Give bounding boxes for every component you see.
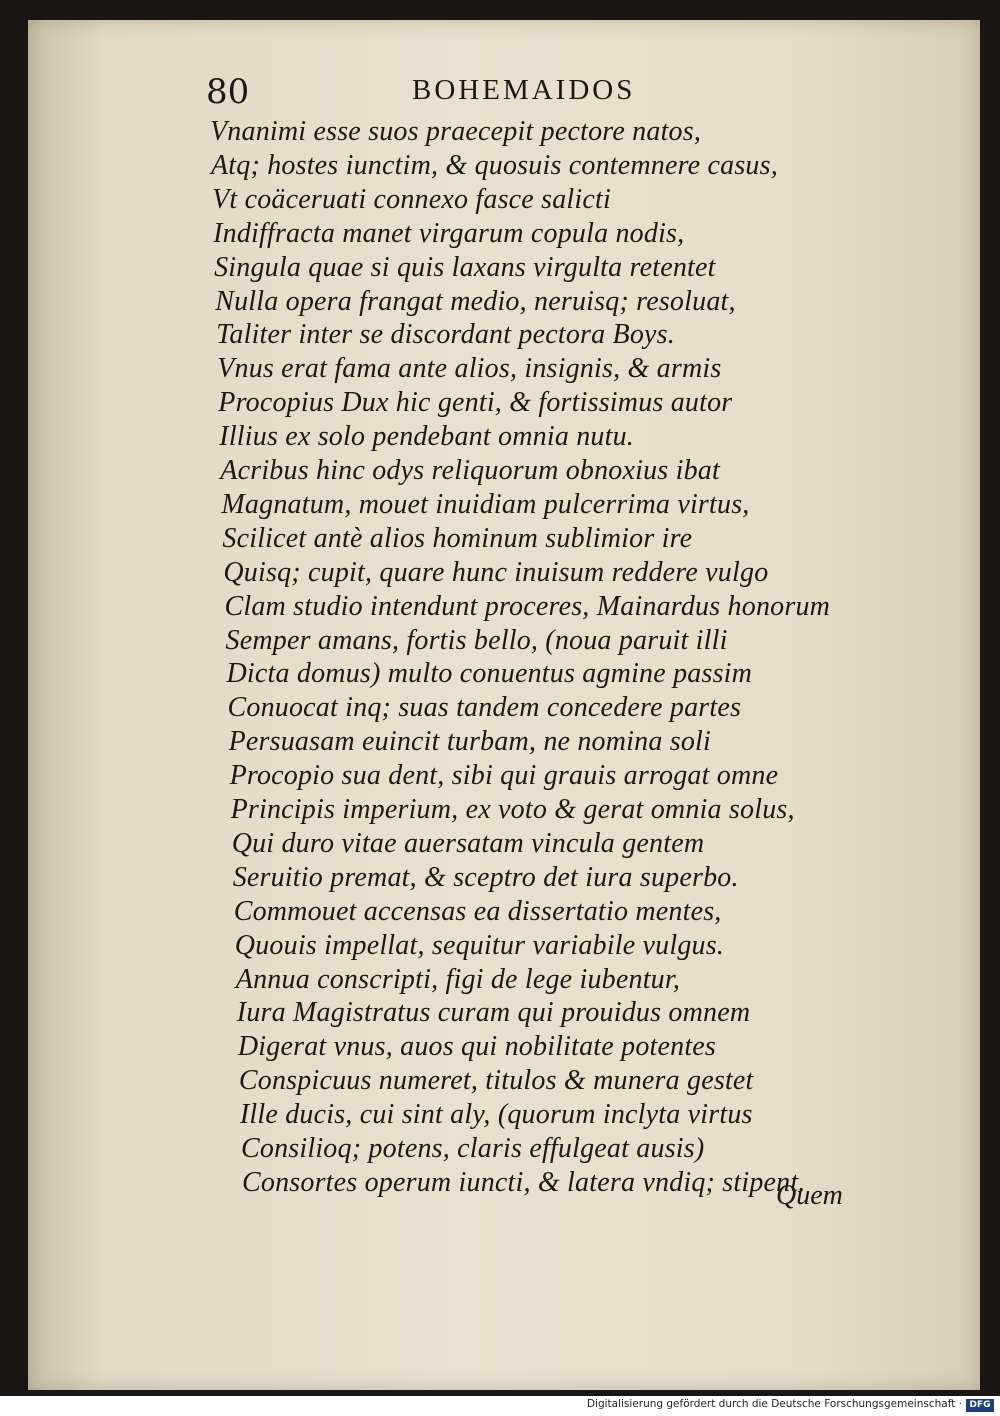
- verse-line: Procopius Dux hic genti, & fortissimus autor: [218, 387, 733, 419]
- verse-line: Digerat vnus, auos qui nobilitate potentes: [237, 1031, 717, 1063]
- verse-line: Conuocat inq; suas tandem concedere partes: [227, 692, 742, 724]
- verse-line: Iura Magistratus curam qui prouidus omnem: [236, 997, 751, 1029]
- verse-line: Ille ducis, cui sint aly, (quorum inclyta virtus: [239, 1099, 753, 1131]
- verse-line: Consortes operum iuncti, & latera vndiq; stipent.: [242, 1166, 806, 1198]
- catchword: Quem: [776, 1180, 843, 1211]
- verse-line: Singula quae si quis laxans virgulta retentet: [214, 251, 716, 283]
- verse-line: Quisq; cupit, quare hunc inuisum reddere vulgo: [223, 556, 769, 588]
- verse-line: Dicta domus) multo conuentus agmine passim: [226, 658, 753, 690]
- verse-line: Quouis impellat, sequitur variabile vulgus.: [234, 929, 725, 961]
- page-number: 80: [206, 72, 250, 112]
- verse-line: Seruitio premat, & sceptro det iura superbo.: [232, 861, 739, 893]
- verse-line: Vt coäceruati connexo fasce salicti: [212, 183, 611, 215]
- verse-line: Nulla opera frangat medio, neruisq; resoluat,: [215, 285, 736, 317]
- verse-line: Conspicuus numeret, titulos & munera gestet: [238, 1065, 754, 1097]
- verse-line: Principis imperium, ex voto & gerat omnia solus,: [230, 794, 795, 825]
- verse-line: Persuasam euincit turbam, ne nomina soli: [228, 726, 712, 758]
- verse-line: Procopio sua dent, sibi qui grauis arrogat omne: [229, 760, 779, 792]
- verse-line: Clam studio intendunt proceres, Mainardus honorum: [224, 590, 831, 622]
- verse-line: Qui duro vitae auersatam vincula gentem: [231, 827, 705, 859]
- verse-line: Indiffracta manet virgarum copula nodis,: [213, 217, 685, 249]
- verse-line: Consilioq; potens, claris effulgeat ausis): [241, 1133, 705, 1164]
- verse-line: Magnatum, mouet inuidiam pulcerrima virtus,: [221, 488, 750, 520]
- dfg-logo: DFG: [966, 1399, 994, 1412]
- verse-line: Vnus erat fama ante alios, insignis, & armis: [217, 353, 722, 385]
- verse-line: Illius ex solo pendebant omnia nutu.: [219, 421, 635, 453]
- footer-bar: [0, 1396, 1000, 1416]
- verse-line: Acribus hinc odys reliquorum obnoxius ibat: [220, 455, 720, 486]
- funding-note: Digitalisierung gefördert durch die Deutsche Forschungsgemeinschaft ·: [586, 1398, 962, 1410]
- verse-line: Taliter inter se discordant pectora Boys.: [216, 319, 675, 351]
- verse-line: Atq; hostes iunctim, & quosuis contemnere casus,: [211, 149, 778, 181]
- verse-line: Commouet accensas ea dissertatio mentes,: [233, 895, 722, 927]
- verse-line: Semper amans, fortis bello, (noua paruit illi: [225, 624, 728, 656]
- verse-line: Annua conscripti, figi de lege iubentur,: [235, 963, 681, 995]
- running-title: BOHEMAIDOS: [412, 74, 636, 106]
- verse-line: Vnanimi esse suos praecepit pectore natos,: [210, 116, 702, 147]
- verse-line: Scilicet antè alios hominum sublimior ire: [222, 522, 693, 554]
